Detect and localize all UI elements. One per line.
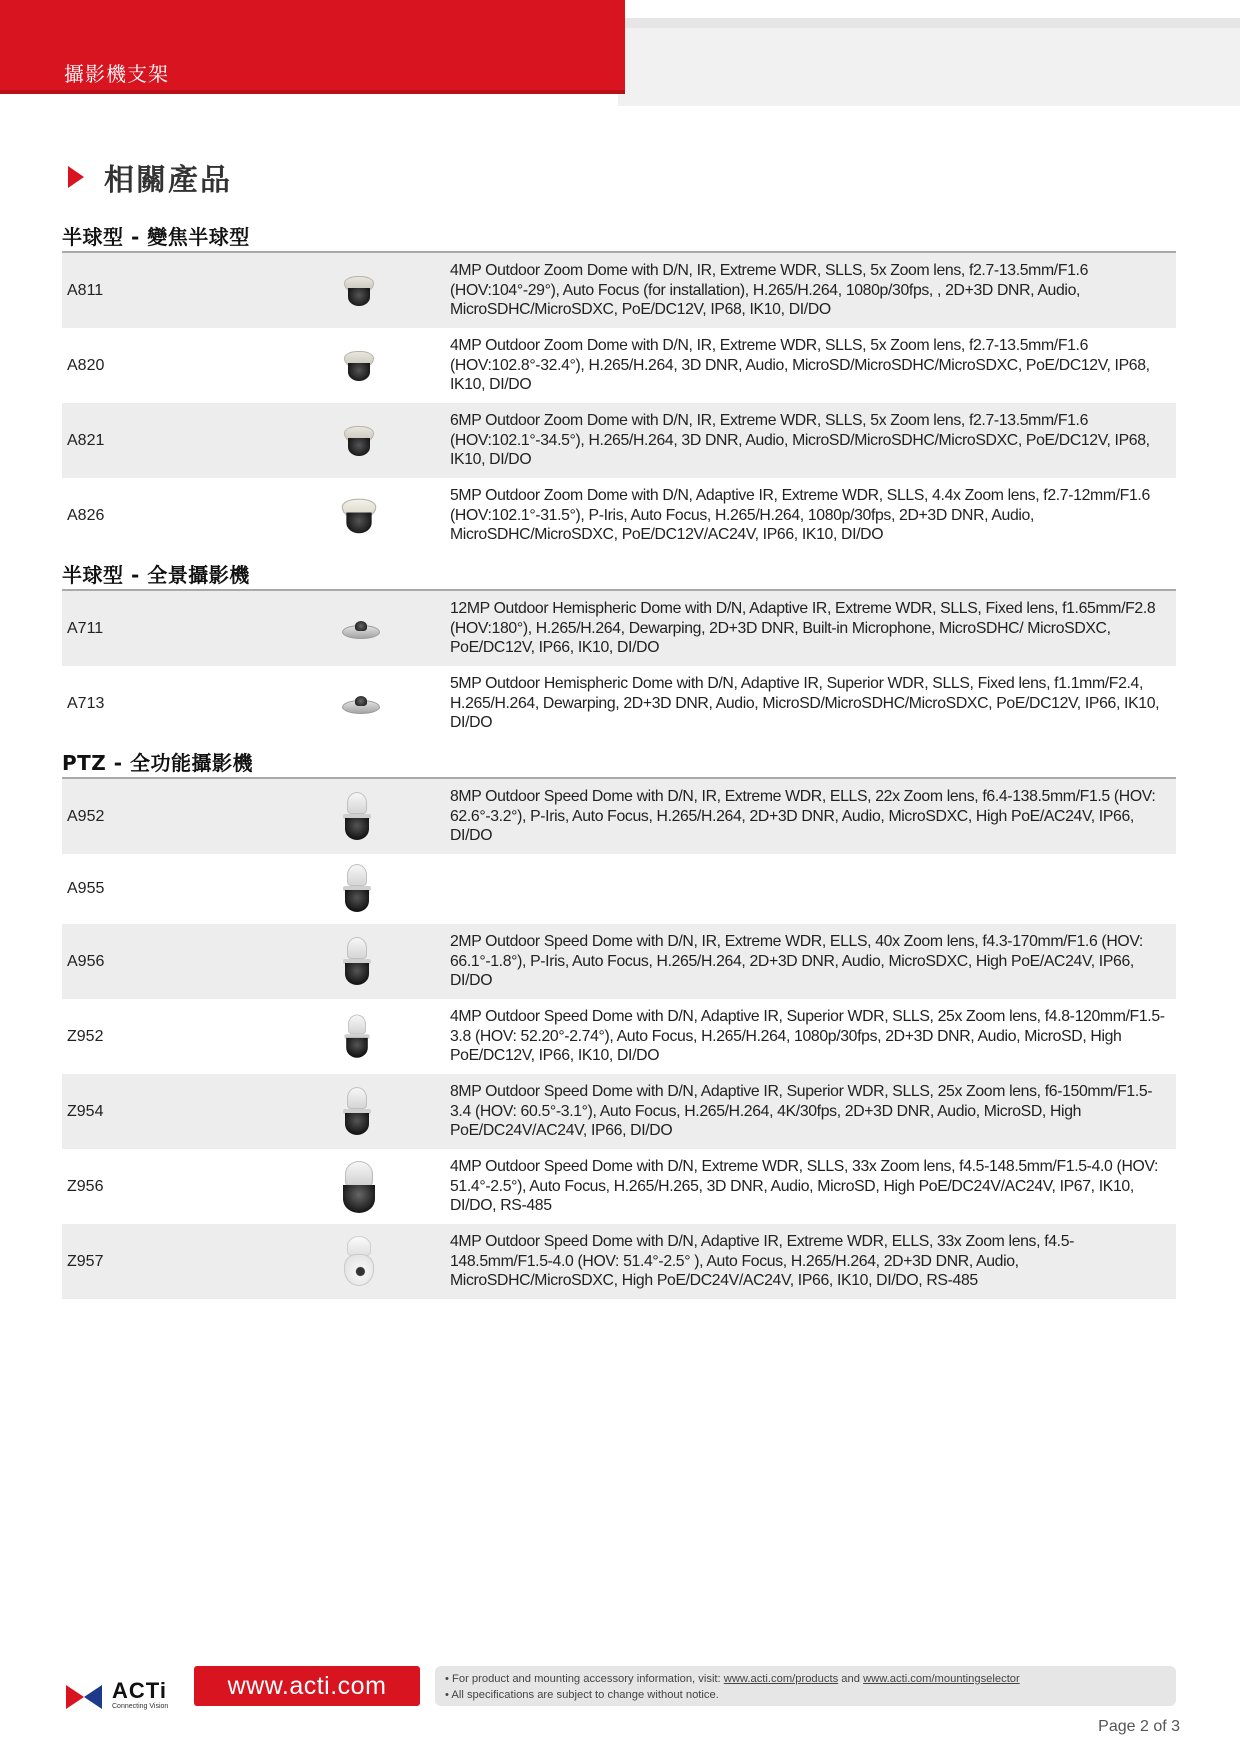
model-name: A820 — [67, 356, 105, 374]
header-title: 攝影機支架 — [64, 62, 169, 86]
category-title: 半球型 - 全景攝影機 — [62, 563, 250, 587]
section-title: 相關產品 — [104, 163, 232, 198]
table-row — [62, 328, 1176, 403]
model-description: 4MP Outdoor Zoom Dome with D/N, IR, Extreme WDR, SLLS, 5x Zoom lens, f2.7-13.5mm/F1.6 (HOV:102.8°-32.4°), H.265/H.264, 3D DNR, Audio, MicroSD/MicroSDHC/MicroSDXC, PoE/DC12V, IP68, IK10, DI/DO — [450, 337, 1150, 394]
model-name: A821 — [67, 431, 105, 449]
model-description: 2MP Outdoor Speed Dome with D/N, IR, Extreme WDR, ELLS, 40x Zoom lens, f4.3-170mm/F1.6 (HOV: 66.1°-1.8°), P-Iris, Auto Focus, H.265/H.264, 2D+3D DNR, Audio, MicroSDXC, High PoE/AC24V, IP66, DI/DO — [450, 933, 1143, 990]
page-number: Page 2 of 3 — [1098, 1718, 1180, 1735]
model-name: A711 — [67, 619, 104, 637]
mounting-selector-link[interactable]: www.acti.com/mountingselector — [863, 1673, 1020, 1685]
table-row — [62, 924, 1176, 999]
model-name: A811 — [67, 281, 104, 299]
table-row — [62, 666, 1176, 741]
fisheye-camera-icon — [342, 617, 380, 641]
dome-camera-icon — [342, 349, 376, 383]
table-row — [62, 591, 1176, 666]
model-description: 8MP Outdoor Speed Dome with D/N, Adaptive IR, Superior WDR, SLLS, 25x Zoom lens, f6-150mm/F1.5-3.4 (HOV: 60.5°-3.1°), Auto Focus, H.265/H.264, 4K/30fps, 2D+3D DNR, Audio, MicroSD, High PoE/DC24V/AC24V, IP66, DI/DO — [450, 1083, 1153, 1140]
product-group-zoom-dome — [62, 224, 1176, 553]
product-group-ptz — [62, 750, 1176, 1299]
fisheye-camera-icon — [342, 692, 380, 716]
table-row — [62, 1074, 1176, 1149]
ptz-camera-icon — [344, 1014, 371, 1059]
model-description: 12MP Outdoor Hemispheric Dome with D/N, Adaptive IR, Extreme WDR, SLLS, Fixed lens, f1.65mm/F2.8 (HOV:180°), H.265/H.264, Dewarping, 2D+3D DNR, Built-in Microphone, MicroSDHC/ MicroSDXC, PoE/DC12V, IP66, IK10, DI/DO — [450, 600, 1156, 657]
model-description: 5MP Outdoor Zoom Dome with D/N, Adaptive IR, Extreme WDR, SLLS, 4.4x Zoom lens, f2.7-12mm/F1.6 (HOV:102.1°-31.5°), P-Iris, Auto Focus, H.265/H.264, 1080p/30fps, 2D+3D DNR, Audio, MicroSDHC/MicroSDXC, PoE/DC12V/AC24V, IP66, IK10, DI/DO — [450, 487, 1150, 544]
product-group-panoramic — [62, 562, 1176, 741]
model-name: A713 — [67, 694, 105, 712]
ptz-camera-icon — [342, 1161, 376, 1213]
table-row — [62, 403, 1176, 478]
model-name: A826 — [67, 506, 105, 524]
model-description: 4MP Outdoor Speed Dome with D/N, Adaptive IR, Extreme WDR, ELLS, 33x Zoom lens, f4.5-148.5mm/F1.5-4.0 (HOV: 51.4°-2.5° ), Auto Focus, H.265/H.264, 2D+3D DNR, Audio, MicroSDHC/MicroSDXC, High PoE/DC24V/AC24V, IP66, IK10, DI/DO, RS-485 — [450, 1233, 1075, 1290]
model-description: 4MP Outdoor Zoom Dome with D/N, IR, Extreme WDR, SLLS, 5x Zoom lens, f2.7-13.5mm/F1.6 (HOV:104°-29°), Auto Focus (for installation), H.265/H.264, 1080p/30fps, , 2D+3D DNR, Audio, MicroSDHC/MicroSDXC, PoE/DC12V, IP68, IK10, DI/DO — [450, 262, 1089, 319]
acti-logo-icon — [66, 1683, 104, 1709]
section-heading — [68, 155, 232, 199]
table-row — [62, 478, 1176, 553]
logo-tagline: Connecting Vision — [112, 1703, 169, 1710]
category-title: 半球型 - 變焦半球型 — [62, 225, 250, 249]
ptz-camera-icon — [342, 864, 372, 914]
acti-logo — [66, 1680, 168, 1711]
model-description: 5MP Outdoor Hemispheric Dome with D/N, Adaptive IR, Superior WDR, SLLS, Fixed lens, f1.1mm/F2.4, H.265/H.264, Dewarping, 2D+3D DNR, Audio, MicroSD/MicroSDHC/MicroSDXC, PoE/DC12V, IP66, IK10, DI/DO — [450, 675, 1160, 732]
model-name: Z952 — [67, 1027, 104, 1045]
products-link[interactable]: www.acti.com/products — [723, 1673, 839, 1685]
model-description: 6MP Outdoor Zoom Dome with D/N, IR, Extreme WDR, SLLS, 5x Zoom lens, f2.7-13.5mm/F1.6 (HOV:102.1°-34.5°), H.265/H.264, 3D DNR, Audio, MicroSD/MicroSDHC/MicroSDXC, PoE/DC12V, IP68, IK10, DI/DO — [450, 412, 1150, 469]
header-gray-band — [618, 18, 1240, 106]
logo-name: ACTi — [112, 1678, 167, 1703]
model-name: Z957 — [67, 1252, 104, 1270]
table-row — [62, 999, 1176, 1074]
model-name: A952 — [67, 807, 105, 825]
dome-camera-icon — [339, 496, 378, 535]
table-row — [62, 854, 1176, 924]
footer-note-2: • All specifications are subject to change without notice. — [445, 1689, 719, 1701]
table-row — [62, 779, 1176, 854]
model-name: Z954 — [67, 1102, 104, 1120]
ptz-camera-icon — [342, 1236, 376, 1288]
table-row — [62, 1149, 1176, 1224]
dome-camera-icon — [342, 274, 376, 308]
table-row — [62, 1224, 1176, 1299]
footer-notes — [435, 1666, 1176, 1706]
triangle-bullet-icon — [68, 166, 84, 188]
website-link[interactable]: www.acti.com — [194, 1666, 420, 1706]
model-description: 8MP Outdoor Speed Dome with D/N, IR, Extreme WDR, ELLS, 22x Zoom lens, f6.4-138.5mm/F1.5 (HOV: 62.6°-3.2°), P-Iris, Auto Focus, H.265/H.264, 2D+3D DNR, Audio, MicroSDXC, High PoE/AC24V, IP66, DI/DO — [450, 788, 1156, 845]
model-description: 4MP Outdoor Speed Dome with D/N, Extreme WDR, SLLS, 33x Zoom lens, f4.5-148.5mm/F1.5-4.0 (HOV: 51.4°-2.5°), Auto Focus, H.265/H.265, 3D DNR, Audio, MicroSD, High PoE/DC24V/AC24V, IP67, IK10, DI/DO, RS-485 — [450, 1158, 1159, 1215]
model-name: A955 — [67, 880, 105, 897]
category-title: PTZ - 全功能攝影機 — [62, 751, 254, 775]
dome-camera-icon — [342, 424, 376, 458]
model-description: 4MP Outdoor Speed Dome with D/N, Adaptive IR, Superior WDR, SLLS, 25x Zoom lens, f4.8-120mm/F1.5-3.8 (HOV: 52.20°-2.74°), Auto Focus, H.265/H.264, 1080p/30fps, 2D+3D DNR, Audio, MicroSD, High PoE/DC12V, IP66, IK10, DI/DO — [450, 1008, 1165, 1065]
ptz-camera-icon — [342, 792, 372, 842]
model-name: Z956 — [67, 1177, 104, 1195]
table-row — [62, 253, 1176, 328]
model-name: A956 — [67, 952, 105, 970]
ptz-camera-icon — [342, 1087, 372, 1137]
footer-note-1: • For product and mounting accessory information, visit: www.acti.com/products and www.acti.com/mountingselector — [445, 1673, 1020, 1685]
ptz-camera-icon — [342, 937, 372, 987]
